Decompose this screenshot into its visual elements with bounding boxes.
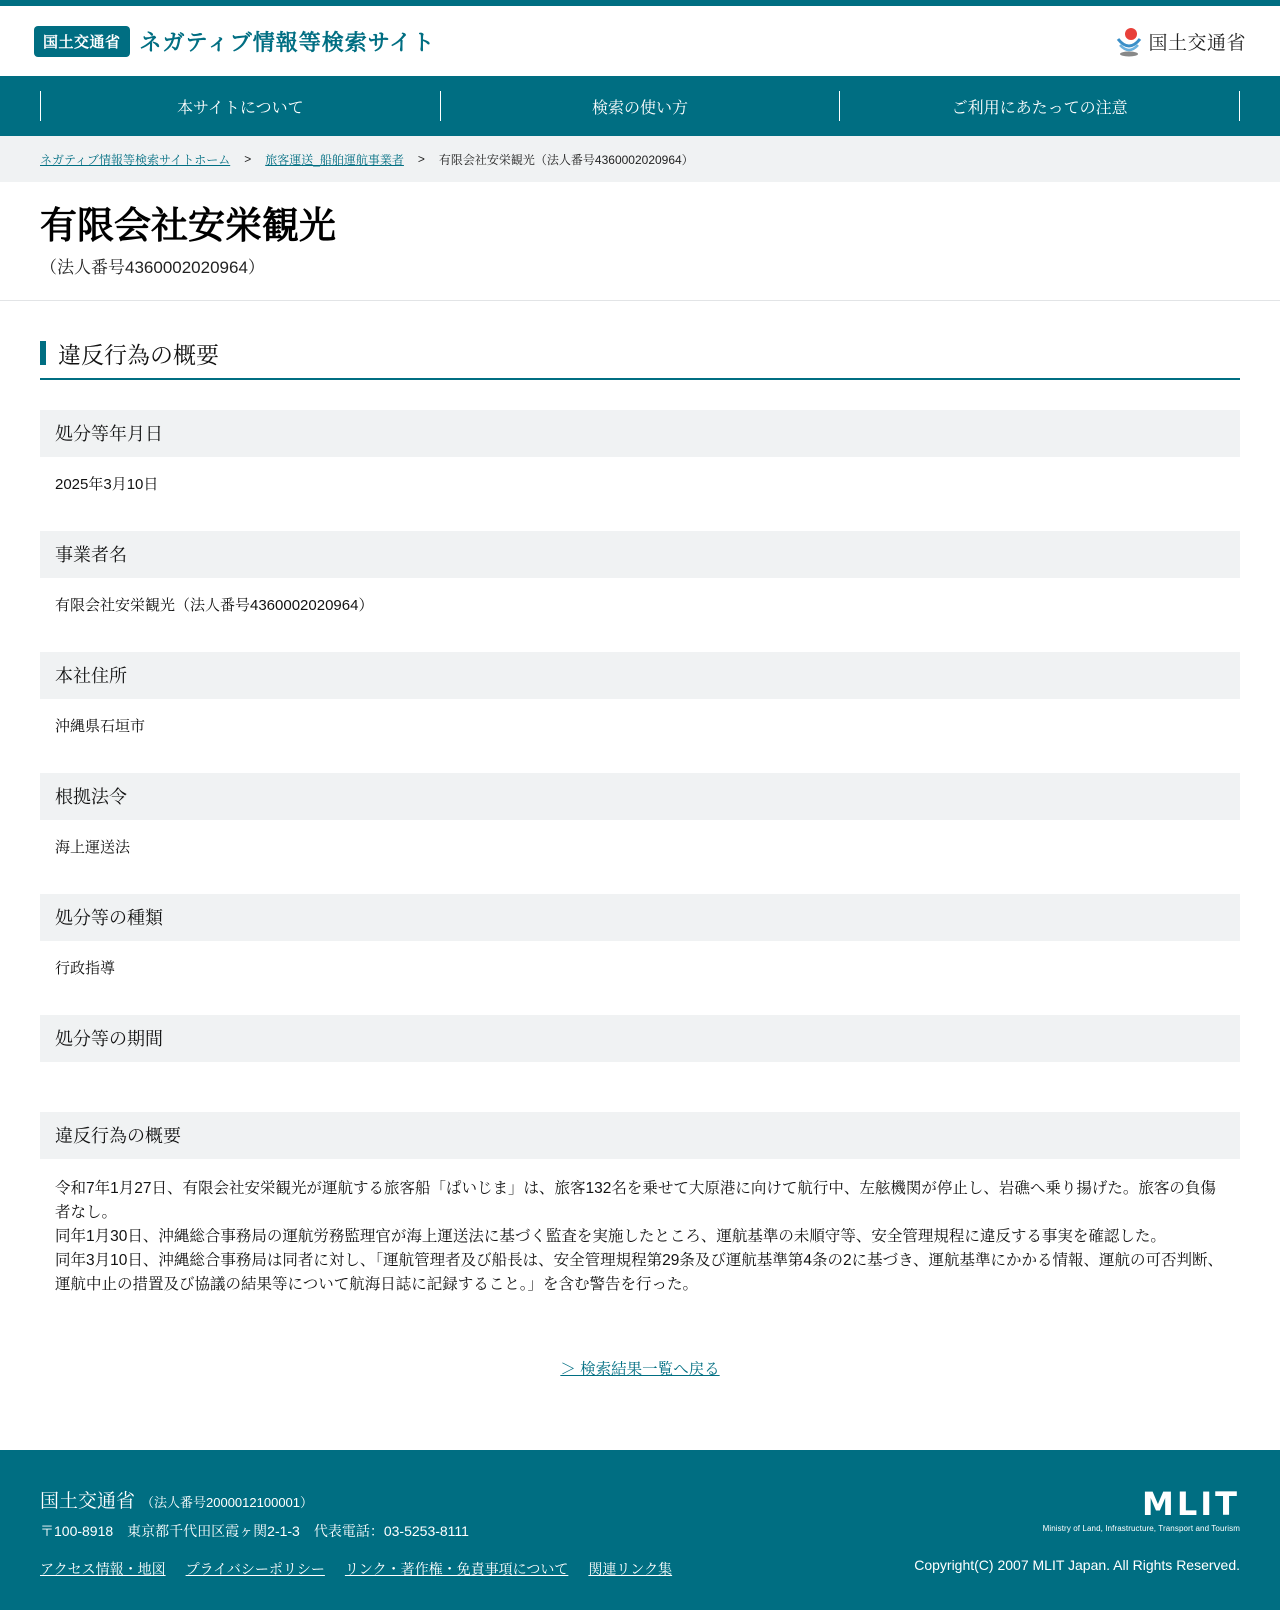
footer-link-privacy[interactable]: プライバシーポリシー bbox=[185, 1561, 325, 1577]
nav-item-how-to-search[interactable]: 検索の使い方 bbox=[440, 91, 840, 121]
footer-address: 〒100-8918 東京都千代田区霞ヶ関2-1-3 代表電話：03-5253-8111 bbox=[40, 1523, 469, 1539]
back-link-container bbox=[40, 1357, 1240, 1379]
field-value bbox=[40, 1062, 1240, 1112]
nav-item-notes[interactable]: ご利用にあたっての注意 bbox=[839, 91, 1240, 121]
field-label: 根拠法令 bbox=[40, 773, 1240, 820]
mlit-header-logo-text: 国土交通省 bbox=[1148, 32, 1246, 54]
copyright: Copyright(C) 2007 MLIT Japan. All Rights Reserved. bbox=[914, 1557, 1240, 1573]
page-title-block bbox=[0, 182, 1280, 301]
field-label: 本社住所 bbox=[40, 652, 1240, 699]
footer-right bbox=[914, 1485, 1240, 1573]
summary-text bbox=[40, 1159, 1240, 1297]
breadcrumb-separator: > bbox=[417, 152, 425, 166]
summary-paragraph: 令和7年1月27日、有限会社安栄観光が運航する旅客船「ぱいじま」は、旅客132名を乗せて大原港に向けて航行中、左舷機関が停止し、岩礁へ乗り揚げた。旅客の負傷者なし。 bbox=[55, 1179, 1216, 1221]
corp-number: （法人番号4360002020964） bbox=[40, 257, 265, 277]
summary-paragraph: 同年3月10日、沖縄総合事務局は同者に対し、「運航管理者及び船長は、安全管理規程第29条及び運航基準第4条の2に基づき、運航基準にかかる情報、運航の可否判断、運航中止の措置及び協議の結果等について航海日誌に記録すること。」を含む警告を行った。 bbox=[55, 1251, 1223, 1293]
field-disposal-type bbox=[40, 894, 1240, 1015]
footer-link-access[interactable]: アクセス情報・地図 bbox=[40, 1561, 166, 1577]
section-heading-text: 違反行為の概要 bbox=[58, 341, 219, 368]
mlit-emblem-icon bbox=[1114, 25, 1144, 57]
field-label: 処分等の期間 bbox=[40, 1015, 1240, 1062]
site-title: ネガティブ情報等検索サイト bbox=[139, 29, 436, 55]
section-heading bbox=[40, 337, 1240, 380]
summary-paragraph: 同年1月30日、沖縄総合事務局の運航労務監理官が海上運送法に基づく監査を実施したところ、運航基準の未順守等、安全管理規程に違反する事実を確認した。 bbox=[55, 1227, 1166, 1245]
field-label: 処分等の種類 bbox=[40, 894, 1240, 941]
breadcrumb bbox=[0, 136, 1280, 182]
field-head-office-address bbox=[40, 652, 1240, 773]
field-value: 沖縄県石垣市 bbox=[55, 717, 146, 735]
page-title: 有限会社安栄観光 bbox=[40, 205, 336, 246]
main-nav bbox=[0, 76, 1280, 136]
field-value: 2025年3月10日 bbox=[55, 475, 159, 493]
mlit-logo: MLIT bbox=[1142, 1485, 1240, 1523]
field-disposal-period bbox=[40, 1015, 1240, 1112]
breadcrumb-category-link[interactable]: 旅客運送_船舶運航事業者 bbox=[265, 152, 404, 167]
footer-org-name: 国土交通省 bbox=[40, 1491, 136, 1512]
footer-link-related[interactable]: 関連リンク集 bbox=[588, 1561, 673, 1577]
ministry-badge: 国土交通省 bbox=[34, 26, 130, 57]
breadcrumb-separator: > bbox=[244, 152, 252, 166]
field-label: 処分等年月日 bbox=[40, 410, 1240, 457]
field-value: 有限会社安栄観光（法人番号4360002020964） bbox=[55, 596, 374, 614]
field-value: 海上運送法 bbox=[55, 838, 131, 856]
field-label: 事業者名 bbox=[40, 531, 1240, 578]
field-value: 行政指導 bbox=[55, 959, 116, 977]
mlit-logo-subtitle: Ministry of Land, Infrastructure, Transport and Tourism bbox=[1042, 1524, 1240, 1533]
back-to-results-link[interactable]: ＞ 検索結果一覧へ戻る bbox=[560, 1360, 720, 1378]
site-logo[interactable] bbox=[34, 26, 435, 57]
footer-link-copyright[interactable]: リンク・著作権・免責事項について bbox=[344, 1561, 569, 1577]
breadcrumb-home-link[interactable]: ネガティブ情報等検索サイトホーム bbox=[40, 152, 231, 167]
field-business-name bbox=[40, 531, 1240, 652]
site-footer bbox=[0, 1450, 1280, 1610]
breadcrumb-current: 有限会社安栄観光（法人番号4360002020964） bbox=[438, 152, 694, 167]
nav-item-about[interactable]: 本サイトについて bbox=[40, 91, 440, 121]
mlit-header-logo[interactable] bbox=[1114, 25, 1246, 57]
footer-org-number: （法人番号2000012100001） bbox=[141, 1495, 314, 1510]
field-legal-basis bbox=[40, 773, 1240, 894]
field-disposal-date bbox=[40, 410, 1240, 531]
site-header bbox=[0, 6, 1280, 76]
field-violation-summary bbox=[40, 1112, 1240, 1297]
field-label: 違反行為の概要 bbox=[40, 1112, 1240, 1159]
main-content bbox=[0, 301, 1280, 1379]
section-heading-bar bbox=[40, 341, 46, 365]
